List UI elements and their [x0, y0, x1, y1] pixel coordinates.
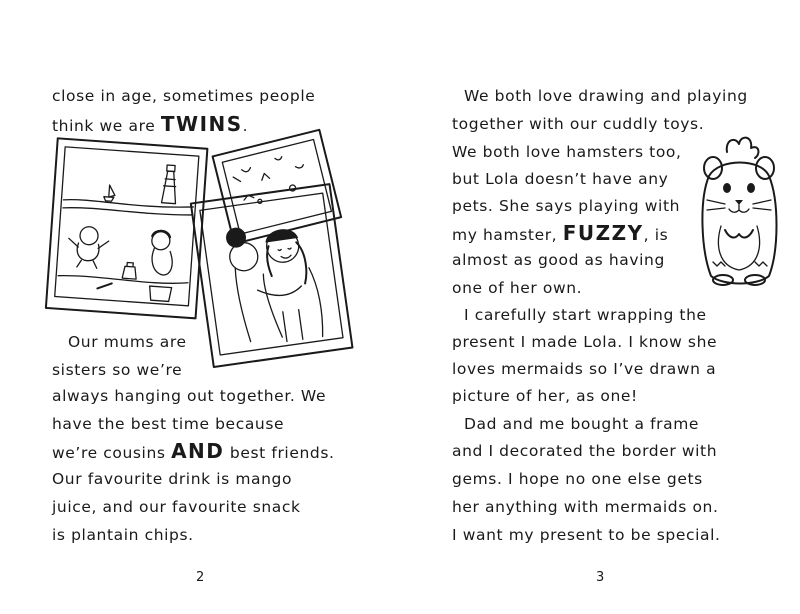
text-segment: think we are — [52, 117, 161, 135]
text-line: Dad and me bought a frame — [464, 415, 700, 433]
text-line: pets. She says playing with — [452, 197, 681, 215]
text-line: almost as good as having — [452, 251, 665, 269]
text-line: sisters so we’re — [52, 361, 183, 379]
emphasis-twins: TWINS — [160, 112, 243, 136]
text-segment: best friends. — [224, 444, 335, 462]
text-line: gems. I hope no one else gets — [452, 470, 703, 488]
text-line: always hanging out together. We — [52, 387, 327, 405]
text-line: have the best time because — [52, 415, 285, 433]
page-number: 2 — [196, 570, 205, 585]
right-page — [400, 0, 800, 614]
hamster-illustration — [695, 130, 785, 290]
text-line: one of her own. — [452, 279, 583, 297]
text-line: but Lola doesn’t have any — [452, 170, 669, 188]
text-line: We both love hamsters too, — [452, 143, 682, 161]
text-line — [52, 441, 335, 463]
text-segment: we’re cousins — [52, 444, 172, 462]
text-line: I carefully start wrapping the — [464, 306, 707, 324]
text-line: Our favourite drink is mango — [52, 470, 293, 488]
text-line: I want my present to be special. — [452, 526, 721, 544]
text-segment: my hamster, — [452, 226, 563, 244]
text-line: Our mums are — [68, 333, 187, 351]
text-line: juice, and our favourite snack — [52, 498, 301, 516]
text-segment: , is — [643, 226, 669, 244]
text-line: present I made Lola. I know she — [452, 333, 718, 351]
text-line — [52, 114, 248, 136]
text-segment: . — [242, 117, 249, 135]
emphasis-fuzzy: FUZZY — [562, 221, 644, 245]
text-line: is plantain chips. — [52, 526, 194, 544]
text-line: We both love drawing and playing — [464, 87, 748, 105]
text-line: loves mermaids so I’ve drawn a — [452, 360, 717, 378]
page-number: 3 — [596, 570, 605, 585]
text-line: her anything with mermaids on. — [452, 498, 719, 516]
emphasis-and: AND — [171, 439, 225, 463]
text-line: close in age, sometimes people — [52, 87, 316, 105]
text-line: and I decorated the border with — [452, 442, 718, 460]
photos-illustration — [42, 138, 362, 363]
text-line — [452, 223, 668, 245]
text-line: picture of her, as one! — [452, 387, 638, 405]
text-line: together with our cuddly toys. — [452, 115, 705, 133]
